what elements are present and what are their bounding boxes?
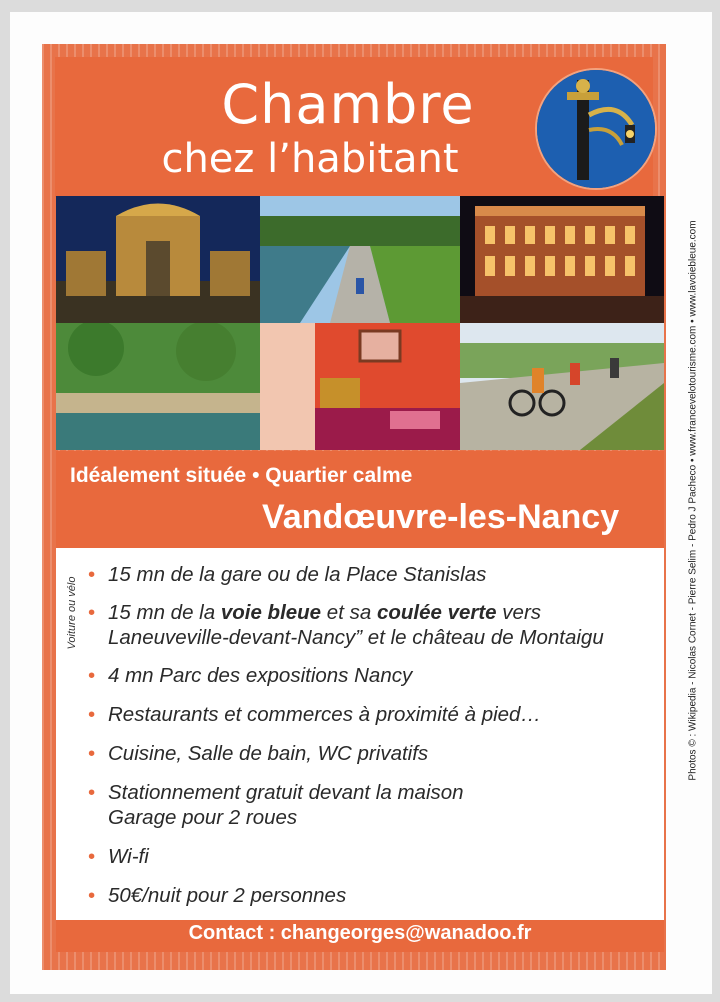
list-item: • Stationnement gratuit devant la maison Garage pour 2 roues [88, 781, 464, 829]
list-item: • Wi-fi [88, 845, 149, 868]
photo-credits: Photos © : Wikipedia - Nicolas Cornet - Pierre Selim - Pedro J Pacheco • www.francevelotourisme.com • www.lavoiebleue.com [687, 220, 699, 781]
bedroom-photo [260, 323, 460, 450]
illuminated-building-photo [460, 196, 664, 323]
list-item: • 15 mn de la gare ou de la Place Stanislas [88, 563, 487, 586]
contact-email[interactable]: Contact : changeorges@wanadoo.fr [188, 922, 532, 944]
lamppost-icon [537, 70, 655, 188]
list-item: • Restaurants et commerces à proximité à pied… [88, 703, 541, 726]
title-line-1: Chambre [221, 73, 475, 136]
list-item: • Cuisine, Salle de bain, WC privatifs [88, 742, 429, 765]
tagline: Idéalement située • Quartier calme [70, 464, 413, 487]
canal-park-photo [56, 323, 260, 450]
list-item: • 15 mn de la voie bleue et sa coulée verte vers Laneuveville-devant-Nancy” et le château de Montaigu [88, 601, 604, 649]
title-line-2: chez l’habitant [161, 136, 459, 182]
lamppost-medallion-photo [535, 68, 657, 190]
town-name: Vandœuvre-les-Nancy [262, 498, 620, 536]
cyclists-path-photo [460, 323, 664, 450]
list-item: • 4 mn Parc des expositions Nancy [88, 664, 413, 687]
canal-cyclist-photo [260, 196, 460, 323]
side-label: Voiture ou vélo [66, 576, 78, 650]
list-item: • 50€/nuit pour 2 personnes [88, 884, 347, 907]
features-list [88, 558, 664, 908]
fountain-photo [56, 196, 260, 323]
photo-grid [56, 196, 664, 450]
